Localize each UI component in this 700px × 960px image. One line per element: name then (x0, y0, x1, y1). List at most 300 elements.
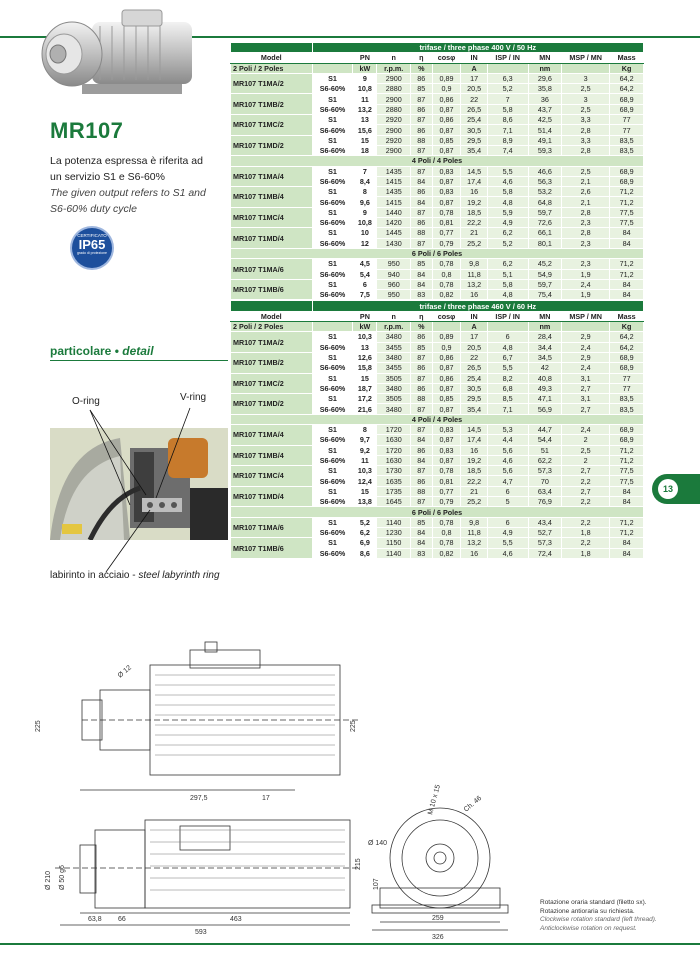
table-cell: 20,5 (461, 84, 487, 94)
table-cell: 76,9 (528, 497, 562, 507)
table-cell: 4,8 (487, 290, 528, 300)
pole-group-label: 4 Poli / 4 Poles (231, 414, 644, 424)
model-name: MR107 T1MB/4 (231, 187, 313, 208)
table-cell: 2 (562, 435, 610, 445)
table-cell: 11,8 (461, 269, 487, 279)
pole-group-label: 2 Poli / 2 Poles (231, 322, 313, 332)
table-cell: 2,2 (562, 476, 610, 486)
table-cell: 84 (610, 228, 644, 238)
table-cell: 2,4 (562, 363, 610, 373)
duty-cycle: S1 (312, 486, 353, 496)
duty-cycle: S1 (312, 228, 353, 238)
table-cell: 4,6 (487, 176, 528, 186)
duty-cycle: S6-60% (312, 125, 353, 135)
note-it-1: Rotazione oraria standard (filetto sx). (540, 899, 647, 906)
table-row (231, 207, 644, 217)
table-cell: 2,2 (562, 497, 610, 507)
duty-cycle: S6-60% (312, 145, 353, 155)
table-cell: 83,5 (610, 404, 644, 414)
table-cell: 25,4 (461, 373, 487, 383)
table-cell: 84 (610, 290, 644, 300)
table-cell: 59,7 (528, 279, 562, 289)
dim-259: 259 (432, 915, 444, 922)
table-cell: 77,5 (610, 207, 644, 217)
table-cell: 84 (411, 176, 433, 186)
table-cell: 56,9 (528, 404, 562, 414)
rotation-note (540, 899, 690, 933)
table-cell: 42,5 (528, 115, 562, 125)
table-cell: 13 (353, 115, 377, 125)
duty-cycle: S6-60% (312, 548, 353, 558)
spec-tables (230, 42, 644, 559)
duty-cycle: S6-60% (312, 363, 353, 373)
table-cell: 0,83 (432, 445, 461, 455)
note-it-2: Rotazione antioraria su richiesta. (540, 907, 635, 915)
dim-63: 63,8 (88, 916, 102, 923)
model-name: MR107 T1MD/2 (231, 135, 313, 156)
table-cell: 17 (461, 73, 487, 83)
table-cell: 87 (411, 145, 433, 155)
table-cell: 3480 (377, 383, 411, 393)
dim-m10: M 10 x 15 (427, 784, 442, 816)
table-cell: 59,3 (528, 145, 562, 155)
table-cell: 8,5 (487, 394, 528, 404)
duty-cycle: S6-60% (312, 218, 353, 228)
table-cell: 2,9 (562, 332, 610, 342)
table-cell: 52,7 (528, 527, 562, 537)
unit-cell (432, 63, 461, 73)
table-cell: 7,4 (487, 145, 528, 155)
column-header: MSP / MN (562, 53, 610, 63)
table-cell: 15 (353, 373, 377, 383)
column-header: MN (528, 311, 562, 321)
model-name: MR107 T1MA/4 (231, 424, 313, 445)
column-header: Model (231, 53, 313, 63)
table-cell: 3480 (377, 332, 411, 342)
table-cell: 13,2 (461, 279, 487, 289)
column-header: MSP / MN (562, 311, 610, 321)
table-cell: 17 (461, 332, 487, 342)
column-header: ISP / IN (487, 311, 528, 321)
table-cell: 1445 (377, 228, 411, 238)
table-cell: 6 (487, 517, 528, 527)
table-cell: 77,5 (610, 476, 644, 486)
duty-cycle: S1 (312, 332, 353, 342)
table-cell: 4,4 (487, 435, 528, 445)
table-cell: 2,2 (562, 517, 610, 527)
table-cell: 86 (411, 125, 433, 135)
dim-d50: Ø 50 g6 (59, 865, 66, 890)
table-cell: 29,5 (461, 135, 487, 145)
table-cell: 22 (461, 94, 487, 104)
table-row (231, 538, 644, 548)
table-cell: 0,87 (432, 104, 461, 114)
table-cell: 9,6 (353, 197, 377, 207)
table-cell: 2,2 (562, 538, 610, 548)
duty-cycle: S6-60% (312, 104, 353, 114)
table-cell: 5,5 (487, 538, 528, 548)
table-cell: 57,3 (528, 466, 562, 476)
table-cell: 17,4 (461, 176, 487, 186)
table-cell: 5,9 (487, 207, 528, 217)
table-cell: 83,5 (610, 135, 644, 145)
table-cell: 84 (411, 279, 433, 289)
table-cell: 10,3 (353, 466, 377, 476)
unit-cell: kW (353, 63, 377, 73)
unit-cell: kW (353, 322, 377, 332)
table-cell: 2880 (377, 84, 411, 94)
table-cell: 6,8 (487, 383, 528, 393)
table-cell: 5,8 (487, 187, 528, 197)
table-cell: 0,78 (432, 538, 461, 548)
table-cell: 0,8 (432, 527, 461, 537)
table-cell: 5,2 (487, 84, 528, 94)
table-cell: 84 (610, 486, 644, 496)
table-cell: 66,1 (528, 228, 562, 238)
table-cell: 2920 (377, 135, 411, 145)
table-cell: 68,9 (610, 424, 644, 434)
table-row (231, 332, 644, 342)
table-cell: 54,9 (528, 269, 562, 279)
model-name: MR107 T1MA/2 (231, 73, 313, 94)
table-cell: 8,9 (487, 135, 528, 145)
duty-cycle: S6-60% (312, 404, 353, 414)
model-name: MR107 T1MC/2 (231, 373, 313, 394)
table-cell: 87 (411, 404, 433, 414)
table-cell: 86 (411, 332, 433, 342)
table-row (231, 352, 644, 362)
table-cell: 21,6 (353, 404, 377, 414)
detail-heading (50, 344, 154, 358)
product-title: MR107 (50, 118, 124, 143)
unit-cell: r.p.m. (377, 63, 411, 73)
table-cell: 88 (411, 228, 433, 238)
table-cell: 71,2 (610, 455, 644, 465)
table-row (231, 166, 644, 176)
table-cell: 19,2 (461, 455, 487, 465)
dim-107: 107 (373, 878, 380, 890)
table-cell: 21 (461, 228, 487, 238)
table-cell: 86 (411, 218, 433, 228)
table-cell: 2,8 (562, 207, 610, 217)
table-cell: 0,87 (432, 176, 461, 186)
table-cell: 6,2 (487, 259, 528, 269)
table-cell: 0,86 (432, 115, 461, 125)
detail-sep: • (111, 344, 123, 358)
table-cell: 47,1 (528, 394, 562, 404)
column-header: n (377, 53, 411, 63)
table-cell: 84 (411, 269, 433, 279)
duty-cycle: S1 (312, 445, 353, 455)
table-cell: 950 (377, 290, 411, 300)
column-header: cosφ (432, 53, 461, 63)
table-row (231, 279, 644, 289)
column-header: Mass (610, 311, 644, 321)
table-cell: 71,2 (610, 445, 644, 455)
table-cell: 25,2 (461, 497, 487, 507)
table-cell: 22,2 (461, 218, 487, 228)
unit-cell: % (411, 322, 433, 332)
column-header: n (377, 311, 411, 321)
table-cell: 29,6 (528, 73, 562, 83)
desc-en-1: The given output refers to S1 and (50, 187, 206, 199)
table-cell: 7 (487, 94, 528, 104)
unit-cell (312, 322, 353, 332)
table-cell: 3455 (377, 363, 411, 373)
table-cell: 4,6 (487, 548, 528, 558)
table-cell: 0,79 (432, 238, 461, 248)
table-cell: 86 (411, 476, 433, 486)
unit-cell: Kg (610, 63, 644, 73)
table-row (231, 373, 644, 383)
duty-cycle: S1 (312, 94, 353, 104)
table-cell: 83,5 (610, 145, 644, 155)
unit-cell (562, 63, 610, 73)
table-cell: 1150 (377, 538, 411, 548)
table-cell: 2,7 (562, 486, 610, 496)
table-cell: 11 (353, 455, 377, 465)
table-cell: 0,79 (432, 497, 461, 507)
table-cell: 0,9 (432, 342, 461, 352)
table-cell: 71,2 (610, 259, 644, 269)
duty-cycle: S6-60% (312, 435, 353, 445)
table-cell: 2,4 (562, 424, 610, 434)
table-cell: 5,5 (487, 166, 528, 176)
table-cell: 8,6 (487, 115, 528, 125)
table-cell: 0,77 (432, 228, 461, 238)
table-cell: 71,2 (610, 269, 644, 279)
bottom-rule (0, 943, 700, 945)
table-cell: 960 (377, 279, 411, 289)
table-cell: 87 (411, 115, 433, 125)
table-cell: 28,4 (528, 332, 562, 342)
table-cell: 72,4 (528, 548, 562, 558)
pole-group-label: 6 Poli / 6 Poles (231, 507, 644, 517)
table-cell: 49,3 (528, 383, 562, 393)
table-cell: 0,8 (432, 269, 461, 279)
table-row (231, 187, 644, 197)
table-cell: 87 (411, 352, 433, 362)
table-cell: 2,1 (562, 176, 610, 186)
model-name: MR107 T1MA/6 (231, 259, 313, 280)
table-cell: 11 (353, 94, 377, 104)
table-cell: 16 (461, 290, 487, 300)
table-cell: 1735 (377, 486, 411, 496)
duty-cycle: S6-60% (312, 176, 353, 186)
table-cell: 49,1 (528, 135, 562, 145)
table-cell: 87 (411, 373, 433, 383)
table-cell: 85 (411, 342, 433, 352)
duty-cycle: S6-60% (312, 383, 353, 393)
table-cell: 68,9 (610, 94, 644, 104)
detail-rule (50, 360, 228, 361)
duty-cycle: S1 (312, 73, 353, 83)
duty-cycle: S6-60% (312, 269, 353, 279)
table-cell: 2,7 (562, 404, 610, 414)
table-cell: 85 (411, 517, 433, 527)
table-cell: 34,4 (528, 342, 562, 352)
table-cell: 2880 (377, 104, 411, 114)
table-cell: 86 (411, 73, 433, 83)
table-cell: 9 (353, 207, 377, 217)
table-cell: 71,2 (610, 187, 644, 197)
table-cell: 0,83 (432, 424, 461, 434)
table-cell: 13,8 (353, 497, 377, 507)
model-name: MR107 T1MB/2 (231, 352, 313, 373)
table-cell: 5 (487, 497, 528, 507)
model-name: MR107 T1MC/2 (231, 115, 313, 136)
duty-cycle: S1 (312, 466, 353, 476)
table-cell: 77,5 (610, 218, 644, 228)
table-cell: 35,8 (528, 84, 562, 94)
dim-326: 326 (432, 934, 444, 940)
table-cell: 0,81 (432, 218, 461, 228)
table-cell: 7,1 (487, 125, 528, 135)
table-cell: 59,7 (528, 207, 562, 217)
column-header: IN (461, 53, 487, 63)
table-cell: 2,8 (562, 228, 610, 238)
page-number-tab (652, 474, 700, 504)
pole-group-label: 6 Poli / 6 Poles (231, 248, 644, 258)
desc-it-2: un servizio S1 e S6-60% (50, 171, 165, 183)
table-cell: 13 (353, 342, 377, 352)
column-header: MN (528, 53, 562, 63)
table-cell: 0,87 (432, 455, 461, 465)
detail-en: detail (122, 344, 154, 358)
table-cell: 2,4 (562, 342, 610, 352)
table-cell: 2,7 (562, 466, 610, 476)
table-cell: 68,9 (610, 352, 644, 362)
table-row (231, 228, 644, 238)
table-cell: 5,6 (487, 445, 528, 455)
table-cell: 6,2 (353, 527, 377, 537)
table-cell: 5,3 (487, 424, 528, 434)
table-cell: 77,5 (610, 466, 644, 476)
table-cell: 54,4 (528, 435, 562, 445)
table-cell: 22 (461, 352, 487, 362)
table-cell: 1630 (377, 455, 411, 465)
table-cell: 70 (528, 476, 562, 486)
duty-cycle: S1 (312, 207, 353, 217)
table-cell: 0,82 (432, 548, 461, 558)
table-cell: 0,87 (432, 363, 461, 373)
oring-label: O-ring (72, 396, 100, 407)
table-cell: 0,85 (432, 394, 461, 404)
model-name: MR107 T1MA/2 (231, 332, 313, 353)
unit-cell (487, 322, 528, 332)
table-cell: 26,5 (461, 363, 487, 373)
detail-it: particolare (50, 344, 112, 358)
column-header: η (411, 311, 433, 321)
page-number: 13 (658, 479, 678, 499)
table-cell: 0,83 (432, 166, 461, 176)
table-cell: 84 (411, 538, 433, 548)
table-cell: 2900 (377, 145, 411, 155)
table-cell: 22,2 (461, 476, 487, 486)
table-cell: 15,8 (353, 363, 377, 373)
table-cell: 0,78 (432, 207, 461, 217)
table-cell: 87 (411, 424, 433, 434)
table-cell: 57,3 (528, 538, 562, 548)
model-name: MR107 T1MA/4 (231, 166, 313, 187)
unit-cell: nm (528, 322, 562, 332)
table-cell: 3505 (377, 394, 411, 404)
duty-cycle: S1 (312, 115, 353, 125)
unit-cell: % (411, 63, 433, 73)
duty-cycle: S6-60% (312, 290, 353, 300)
table-cell: 80,1 (528, 238, 562, 248)
duty-cycle: S1 (312, 279, 353, 289)
table-cell: 62,2 (528, 455, 562, 465)
table-cell: 950 (377, 259, 411, 269)
badge-ip: IP65 (78, 237, 106, 252)
table-cell: 2 (562, 455, 610, 465)
motor-photo (22, 4, 202, 104)
unit-cell: r.p.m. (377, 322, 411, 332)
ip65-badge (72, 228, 112, 268)
table-cell: 51,4 (528, 125, 562, 135)
table-header: trifase / three phase 400 V / 50 Hz (312, 43, 643, 53)
table-cell: 64,2 (610, 332, 644, 342)
dim-225-right: 225 (350, 720, 357, 732)
table-cell: 2,1 (562, 197, 610, 207)
duty-cycle: S1 (312, 166, 353, 176)
table-cell: 3 (562, 94, 610, 104)
table-cell: 4,9 (487, 527, 528, 537)
pole-group-label: 2 Poli / 2 Poles (231, 63, 313, 73)
table-cell: 1435 (377, 187, 411, 197)
dim-297: 297,5 (190, 795, 208, 802)
table-cell: 5,8 (487, 279, 528, 289)
table-cell: 1720 (377, 424, 411, 434)
side-view-drawing (55, 820, 360, 925)
unit-cell: A (461, 63, 487, 73)
column-header: Model (231, 311, 313, 321)
table-cell: 56,3 (528, 176, 562, 186)
table-cell: 2,3 (562, 218, 610, 228)
dim-d210: Ø 210 (45, 870, 52, 890)
table-cell: 0,86 (432, 373, 461, 383)
table-cell: 64,8 (528, 197, 562, 207)
table-cell: 63,4 (528, 486, 562, 496)
table-cell: 68,9 (610, 363, 644, 373)
table-cell: 17,4 (461, 435, 487, 445)
table-cell: 26,5 (461, 104, 487, 114)
table-cell: 5,2 (353, 517, 377, 527)
table-cell: 86 (411, 187, 433, 197)
table-cell: 51 (528, 445, 562, 455)
table-cell: 86 (411, 383, 433, 393)
table-cell: 8 (353, 424, 377, 434)
table-cell: 34,5 (528, 352, 562, 362)
table-cell: 8 (353, 187, 377, 197)
table-cell: 64,2 (610, 73, 644, 83)
column-header: Mass (610, 53, 644, 63)
unit-cell: A (461, 322, 487, 332)
table-cell: 68,9 (610, 176, 644, 186)
table-cell: 1635 (377, 476, 411, 486)
badge-cert: CERTIFICATO (77, 233, 107, 238)
table-cell: 2,8 (562, 125, 610, 135)
table-cell: 13,2 (353, 104, 377, 114)
table-cell: 43,7 (528, 104, 562, 114)
table-cell: 0,87 (432, 197, 461, 207)
table-cell: 2,3 (562, 259, 610, 269)
table-cell: 21 (461, 486, 487, 496)
table-cell: 2920 (377, 115, 411, 125)
table-cell: 68,9 (610, 435, 644, 445)
table-cell: 84 (610, 497, 644, 507)
